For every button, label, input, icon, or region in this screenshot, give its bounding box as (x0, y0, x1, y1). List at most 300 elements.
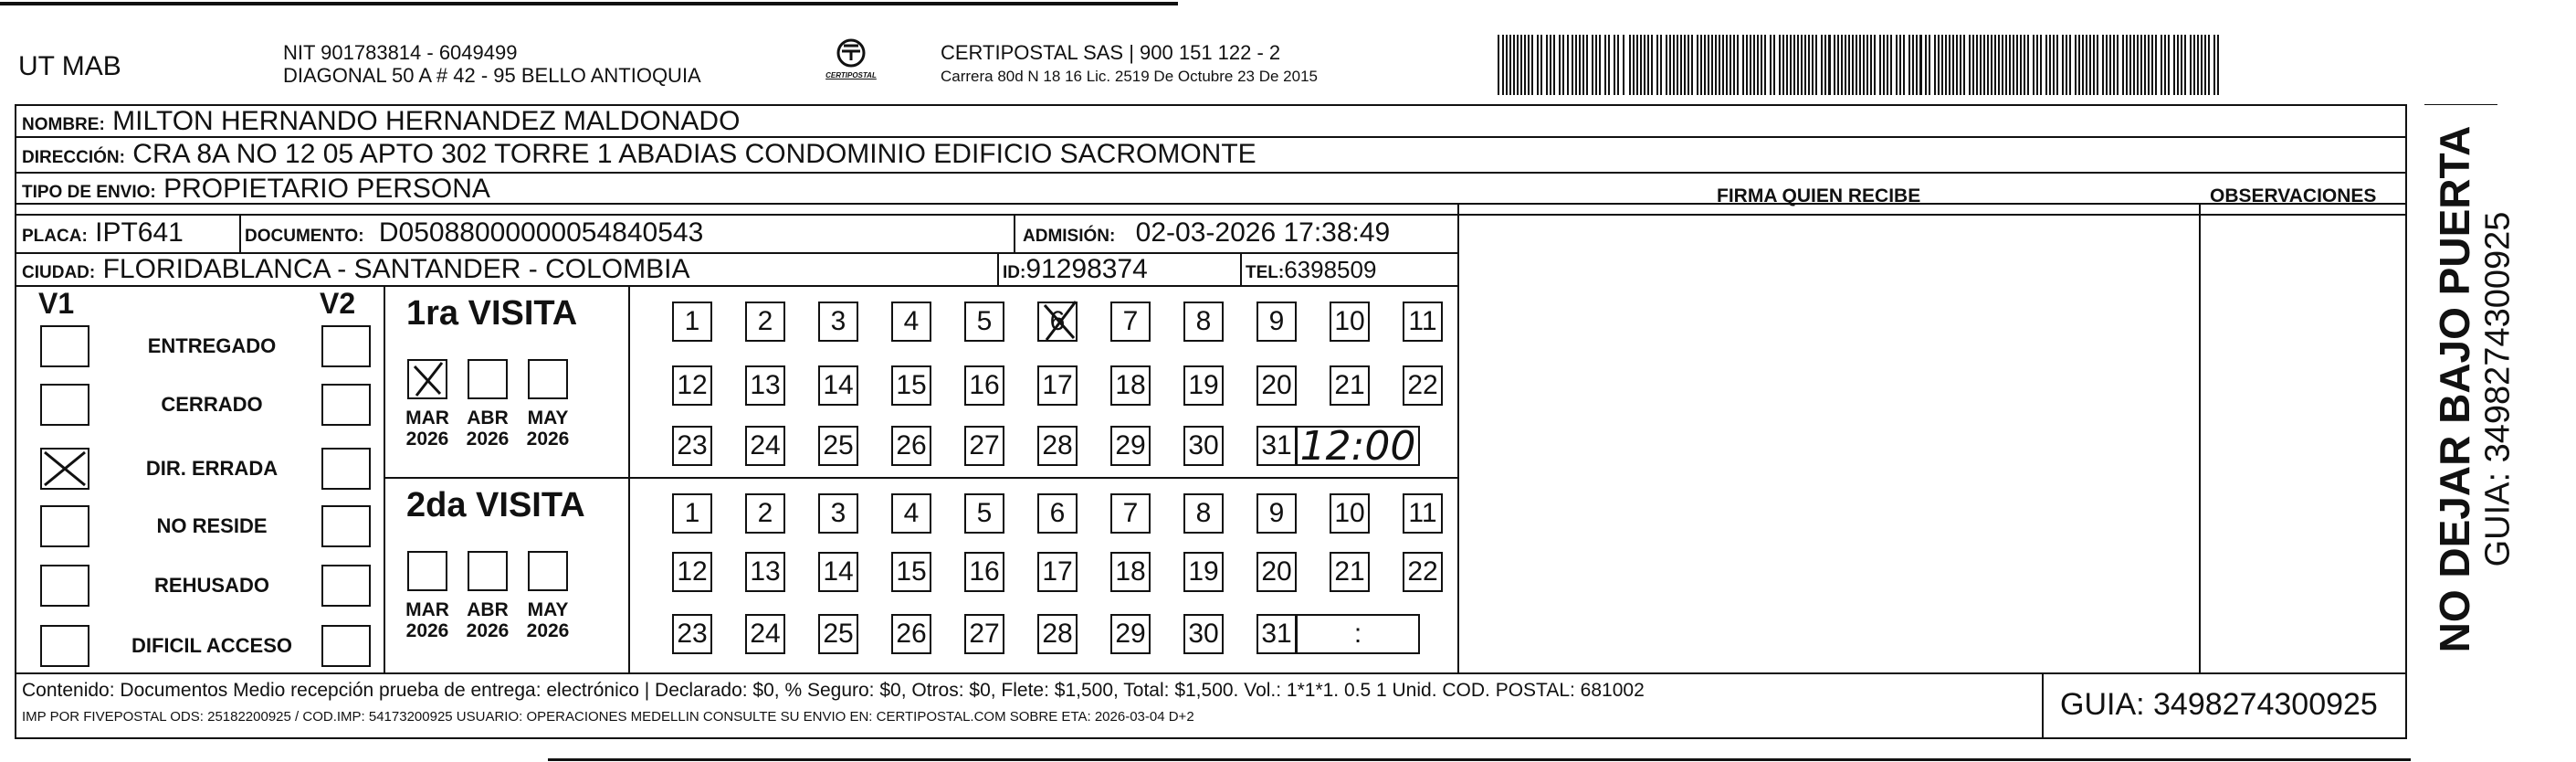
day-cell[interactable]: 12 (672, 365, 712, 406)
barcode-bar (1786, 35, 1788, 95)
direccion-label: DIRECCIÓN: (22, 148, 125, 167)
barcode-bar (2069, 35, 2071, 95)
day-cell[interactable]: 18 (1110, 552, 1151, 592)
barcode-bar (1575, 35, 1577, 95)
barcode-bar (1779, 35, 1781, 95)
barcode-bar (1945, 35, 1947, 95)
day-cell[interactable]: 10 (1330, 302, 1370, 342)
barcode-bar (2148, 35, 2150, 95)
month-checkbox[interactable] (468, 551, 508, 591)
barcode-bar (1963, 35, 1965, 95)
barcode-bar (2106, 35, 2108, 95)
barcode-bar (1773, 35, 1775, 95)
barcode (1498, 35, 2224, 95)
barcode-bar (2177, 35, 2179, 95)
day-cell[interactable]: 31 (1256, 614, 1297, 654)
observaciones-label: OBSERVACIONES (2210, 185, 2377, 206)
barcode-bar (2093, 35, 2095, 95)
placa-value: IPT641 (95, 217, 184, 248)
day-cell[interactable]: 20 (1256, 552, 1297, 592)
certipostal-logo (805, 35, 897, 91)
month-year: 2026 (466, 429, 510, 450)
v1-checkbox[interactable] (40, 384, 89, 426)
day-cell[interactable]: 7 (1110, 493, 1151, 534)
check-mark-icon (42, 450, 88, 488)
barcode-bar (1870, 35, 1872, 95)
barcode-bar (1960, 35, 1961, 95)
barcode-bar (2020, 35, 2022, 95)
barcode-bar (1562, 35, 1564, 95)
barcode-bar (1874, 35, 1876, 95)
barcode-bar (1599, 35, 1601, 95)
barcode-bar (2168, 35, 2170, 95)
barcode-bar (1896, 35, 1898, 95)
barcode-bar (2097, 35, 2098, 95)
v1-checkbox[interactable] (40, 565, 89, 607)
nombre-value: MILTON HERNANDO HERNANDEZ MALDONADO (112, 106, 741, 136)
col-line (997, 252, 999, 285)
day-cell[interactable]: 15 (891, 552, 931, 592)
barcode-bar (1623, 35, 1624, 95)
tipo-value: PROPIETARIO PERSONA (163, 174, 490, 204)
row-line (384, 477, 1457, 479)
barcode-bar (2109, 35, 2111, 95)
barcode-bar (1595, 35, 1597, 95)
barcode-bar (1991, 35, 1992, 95)
barcode-bar (1636, 35, 1638, 95)
certipostal-name: CERTIPOSTAL SAS | 900 151 122 - 2 (941, 41, 1281, 64)
month-checkbox[interactable] (528, 359, 568, 399)
barcode-bar (1987, 35, 1989, 95)
documento-label: DOCUMENTO: (245, 227, 364, 246)
v1-checkbox[interactable] (40, 325, 89, 367)
v2-checkbox[interactable] (321, 448, 371, 490)
barcode-bar (2040, 35, 2042, 95)
v2-checkbox[interactable] (321, 384, 371, 426)
day-cell[interactable]: 4 (891, 493, 931, 534)
contenido-text: Contenido: Documentos Medio recepción prueba de entrega: electrónico | Declarado: $0, % Seguro: $0, Otros: $0, Flete: $1,500, Total: $1,500. Vol.: 1*1*1. 0.5 1 Unid. COD. POSTAL: 681002 (22, 680, 1645, 701)
barcode-bar (1761, 35, 1762, 95)
day-cell[interactable]: 5 (964, 302, 1004, 342)
barcode-bar (1801, 35, 1803, 95)
status-label: DIFICIL ACCESO (131, 634, 292, 657)
barcode-bar (1608, 35, 1610, 95)
day-cell[interactable]: 12 (672, 552, 712, 592)
day-cell[interactable]: 13 (745, 365, 785, 406)
day-cell[interactable]: 23 (672, 426, 712, 466)
day-cell[interactable]: 27 (964, 614, 1004, 654)
day-cell[interactable]: 18 (1110, 365, 1151, 406)
barcode-bar (1980, 35, 1982, 95)
day-cell[interactable]: 29 (1110, 614, 1151, 654)
col-line (2042, 672, 2044, 739)
barcode-bar (1837, 35, 1839, 95)
day-cell[interactable]: 2 (745, 493, 785, 534)
barcode-bar (2181, 35, 2182, 95)
day-cell[interactable]: 22 (1403, 365, 1443, 406)
barcode-bar (1934, 35, 1936, 95)
barcode-bar (2113, 35, 2115, 95)
barcode-bar (1956, 35, 1958, 95)
barcode-bar (2056, 35, 2058, 95)
col-line (1457, 203, 1459, 672)
day-cell[interactable]: 6 (1037, 493, 1078, 534)
barcode-bar (1715, 35, 1717, 95)
barcode-bar (2086, 35, 2087, 95)
barcode-bar (1647, 35, 1649, 95)
barcode-bar (1730, 35, 1731, 95)
barcode-bar (1916, 35, 1918, 95)
barcode-bar (1998, 35, 2000, 95)
month-name: MAR (405, 407, 449, 429)
tipo-row (22, 175, 490, 206)
barcode-bar (1983, 35, 1985, 95)
barcode-bar (1929, 35, 1930, 95)
barcode-bar (1925, 35, 1927, 95)
nombre-label: NOMBRE: (22, 115, 105, 134)
day-cell[interactable]: 22 (1403, 552, 1443, 592)
barcode-bar (1660, 35, 1662, 95)
day-check-mark (1039, 300, 1079, 342)
barcode-bar (2193, 35, 2195, 95)
day-cell[interactable]: 14 (818, 365, 858, 406)
barcode-bar (1711, 35, 1713, 95)
direccion-value: CRA 8A NO 12 05 APTO 302 TORRE 1 ABADIAS CONDOMINIO EDIFICIO SACROMONTE (132, 139, 1256, 169)
month-name: ABR (467, 599, 509, 620)
barcode-bar (1941, 35, 1943, 95)
ciudad-value: FLORIDABLANCA - SANTANDER - COLOMBIA (102, 254, 690, 284)
barcode-bar (1688, 35, 1689, 95)
month-label (460, 599, 515, 641)
barcode-bar (2197, 35, 2199, 95)
v2-checkbox[interactable] (321, 505, 371, 547)
barcode-bar (2005, 35, 2007, 95)
barcode-bar (1629, 35, 1631, 95)
day-cell[interactable]: 21 (1330, 365, 1370, 406)
barcode-bar (1513, 35, 1515, 95)
barcode-bar (1887, 35, 1888, 95)
barcode-bar (2204, 35, 2206, 95)
barcode-bar (2117, 35, 2119, 95)
day-cell[interactable]: 11 (1403, 493, 1443, 534)
side-guia: GUIA: 3498274300925 (2478, 211, 2518, 567)
barcode-bar (1669, 35, 1671, 95)
v2-label: V2 (320, 287, 356, 320)
documento-value: D05088000000054840543 (378, 217, 704, 248)
tel-value: 6398509 (1284, 256, 1377, 283)
day-cell[interactable]: 14 (818, 552, 858, 592)
month-year: 2026 (405, 429, 449, 450)
barcode-bar (2066, 35, 2067, 95)
barcode-bar (2075, 35, 2077, 95)
barcode-bar (1938, 35, 1940, 95)
barcode-bar (2033, 35, 2035, 95)
day-cell[interactable]: 25 (818, 426, 858, 466)
month-label (460, 407, 515, 450)
barcode-bar (1546, 35, 1548, 95)
visit2-title: 2da VISITA (406, 486, 585, 524)
day-cell[interactable]: 16 (964, 552, 1004, 592)
status-label: NO RESIDE (156, 514, 268, 537)
v2-checkbox[interactable] (321, 565, 371, 607)
barcode-bar (1700, 35, 1702, 95)
barcode-bar (1666, 35, 1667, 95)
barcode-bar (1567, 35, 1569, 95)
day-cell[interactable]: 24 (745, 426, 785, 466)
barcode-bar (2184, 35, 2186, 95)
barcode-bar (1808, 35, 1810, 95)
day-cell[interactable]: 29 (1110, 426, 1151, 466)
day-cell[interactable]: 3 (818, 493, 858, 534)
barcode-bar (1804, 35, 1806, 95)
col-line (1014, 214, 1015, 252)
imp-text: IMP POR FIVEPOSTAL ODS: 25182200925 / COD.IMP: 54173200925 USUARIO: OPERACIONES MEDELLIN CONSULTE SU ENVIO EN: CERTIPOSTAL.COM SOBRE ETA: 2026-03-04 D+2 (22, 709, 1194, 725)
barcode-bar (1859, 35, 1861, 95)
barcode-bar (1863, 35, 1865, 95)
month-checkbox[interactable] (468, 359, 508, 399)
month-name: ABR (467, 407, 509, 429)
day-cell[interactable]: 8 (1183, 493, 1224, 534)
month-year: 2026 (405, 620, 449, 641)
day-cell[interactable]: 26 (891, 614, 931, 654)
barcode-bar (1517, 35, 1519, 95)
barcode-bar (1969, 35, 1971, 95)
v1-checkbox[interactable] (40, 505, 89, 547)
day-cell[interactable]: 9 (1256, 493, 1297, 534)
v2-checkbox[interactable] (321, 625, 371, 667)
v2-checkbox[interactable] (321, 325, 371, 367)
v1-label: V1 (38, 287, 75, 320)
day-cell[interactable]: 10 (1330, 493, 1370, 534)
barcode-bar (1848, 35, 1850, 95)
barcode-bar (1834, 35, 1835, 95)
month-checkbox[interactable] (528, 551, 568, 591)
month-name: MAY (527, 407, 569, 429)
col-line (2199, 203, 2201, 672)
row-line (15, 285, 1457, 287)
nombre-row (22, 106, 740, 137)
barcode-bar (1879, 35, 1881, 95)
barcode-bar (1704, 35, 1706, 95)
month-year: 2026 (466, 620, 510, 641)
barcode-bar (1815, 35, 1817, 95)
barcode-bar (1742, 35, 1744, 95)
check-mark-icon (1039, 300, 1079, 342)
day-cell[interactable]: 28 (1037, 614, 1078, 654)
tipo-label: TIPO DE ENVIO: (22, 183, 156, 202)
barcode-bar (1722, 35, 1724, 95)
day-cell[interactable]: 11 (1403, 302, 1443, 342)
col-line (1240, 252, 1242, 285)
barcode-bar (1582, 35, 1584, 95)
barcode-bar (2049, 35, 2051, 95)
day-cell[interactable]: 8 (1183, 302, 1224, 342)
day-cell[interactable]: 31 (1256, 426, 1297, 466)
barcode-bar (1994, 35, 1996, 95)
barcode-bar (2045, 35, 2047, 95)
barcode-bar (1770, 35, 1772, 95)
day-cell[interactable]: 13 (745, 552, 785, 592)
day-cell[interactable]: 19 (1183, 552, 1224, 592)
barcode-bar (2053, 35, 2055, 95)
time-field[interactable]: 12:00 (1296, 426, 1420, 466)
barcode-bar (1537, 35, 1539, 95)
day-cell[interactable]: 2 (745, 302, 785, 342)
month-label (520, 599, 575, 641)
barcode-bar (2126, 35, 2128, 95)
barcode-bar (1821, 35, 1823, 95)
status-label: ENTREGADO (147, 334, 277, 357)
day-cell[interactable]: 28 (1037, 426, 1078, 466)
id-value: 91298374 (1025, 254, 1148, 284)
top-border (0, 2, 1178, 5)
barcode-bar (1845, 35, 1846, 95)
admision-value: 02-03-2026 17:38:49 (1135, 217, 1391, 248)
barcode-bar (1972, 35, 1974, 95)
month-year: 2026 (526, 429, 570, 450)
day-cell[interactable]: 1 (672, 493, 712, 534)
barcode-bar (1540, 35, 1542, 95)
day-cell[interactable]: 7 (1110, 302, 1151, 342)
side-warning: NO DEJAR BAJO PUERTA (2431, 125, 2478, 653)
day-cell[interactable]: 30 (1183, 426, 1224, 466)
barcode-bar (2213, 35, 2215, 95)
barcode-bar (1520, 35, 1522, 95)
day-cell[interactable]: 30 (1183, 614, 1224, 654)
placa-row (22, 217, 184, 249)
col-line (384, 285, 385, 672)
barcode-bar (1883, 35, 1885, 95)
day-cell[interactable]: 24 (745, 614, 785, 654)
barcode-bar (1633, 35, 1635, 95)
tel-row (1246, 256, 1376, 284)
day-cell[interactable]: 25 (818, 614, 858, 654)
barcode-bar (1604, 35, 1606, 95)
day-cell[interactable]: 17 (1037, 552, 1078, 592)
time-field[interactable]: : (1296, 614, 1420, 654)
barcode-bar (1949, 35, 1950, 95)
month-checkbox[interactable] (407, 359, 447, 399)
day-cell[interactable]: 27 (964, 426, 1004, 466)
barcode-bar (1502, 35, 1504, 95)
barcode-bar (1812, 35, 1814, 95)
barcode-bar (1579, 35, 1581, 95)
barcode-bar (1856, 35, 1857, 95)
barcode-bar (1790, 35, 1792, 95)
admision-row (1023, 217, 1390, 249)
day-cell[interactable]: 19 (1183, 365, 1224, 406)
side-text (2418, 125, 2518, 653)
check-mark-icon (409, 361, 446, 397)
barcode-bar (1793, 35, 1795, 95)
barcode-bar (2133, 35, 2135, 95)
tel-label: TEL: (1246, 263, 1285, 282)
barcode-bar (2089, 35, 2091, 95)
barcode-bar (1697, 35, 1698, 95)
day-cell[interactable]: 4 (891, 302, 931, 342)
barcode-bar (1708, 35, 1709, 95)
barcode-bar (2137, 35, 2139, 95)
barcode-bar (1677, 35, 1678, 95)
day-cell[interactable]: 9 (1256, 302, 1297, 342)
barcode-bar (1852, 35, 1854, 95)
v1-checkbox[interactable] (40, 625, 89, 667)
barcode-bar (1691, 35, 1693, 95)
id-row (1003, 254, 1148, 285)
month-checkbox[interactable] (407, 551, 447, 591)
barcode-bar (1757, 35, 1759, 95)
barcode-bar (1550, 35, 1551, 95)
barcode-bar (1684, 35, 1686, 95)
day-cell[interactable]: 5 (964, 493, 1004, 534)
day-cell[interactable]: 23 (672, 614, 712, 654)
barcode-bar (2013, 35, 2014, 95)
barcode-bar (1753, 35, 1755, 95)
barcode-bar (1919, 35, 1922, 95)
barcode-bar (1559, 35, 1561, 95)
documento-row (245, 217, 703, 249)
day-cell[interactable]: 20 (1256, 365, 1297, 406)
day-cell[interactable]: 16 (964, 365, 1004, 406)
logo-text: CERTIPOSTAL (825, 71, 877, 79)
barcode-bar (1733, 35, 1735, 95)
barcode-bar (1644, 35, 1645, 95)
barcode-bar (1824, 35, 1826, 95)
barcode-bar (1673, 35, 1675, 95)
barcode-bar (1553, 35, 1555, 95)
barcode-bar (1841, 35, 1843, 95)
v1-checkbox[interactable] (40, 448, 89, 490)
barcode-bar (1797, 35, 1799, 95)
barcode-bar (2190, 35, 2192, 95)
barcode-bar (2027, 35, 2029, 95)
id-label: ID: (1003, 263, 1026, 282)
barcode-bar (2036, 35, 2038, 95)
barcode-bar (1528, 35, 1530, 95)
admision-label: ADMISIÓN: (1023, 227, 1116, 246)
day-cell[interactable]: 26 (891, 426, 931, 466)
barcode-bar (1899, 35, 1901, 95)
month-year: 2026 (526, 620, 570, 641)
barcode-bar (1782, 35, 1784, 95)
barcode-bar (1680, 35, 1682, 95)
status-label: CERRADO (161, 393, 263, 416)
day-cell[interactable]: 1 (672, 302, 712, 342)
nit-text: NIT 901783814 - 6049499 (283, 41, 518, 64)
barcode-bar (2151, 35, 2153, 95)
day-cell[interactable]: 15 (891, 365, 931, 406)
barcode-bar (2140, 35, 2142, 95)
barcode-bar (2122, 35, 2124, 95)
col-line (239, 214, 241, 252)
barcode-bar (1828, 35, 1831, 95)
month-name: MAY (527, 599, 569, 620)
barcode-bar (2217, 35, 2219, 95)
barcode-bar (1531, 35, 1533, 95)
barcode-bar (1586, 35, 1588, 95)
barcode-bar (1524, 35, 1526, 95)
side-rule (2424, 104, 2497, 105)
day-cell[interactable]: 6 (1037, 302, 1078, 342)
day-cell[interactable]: 21 (1330, 552, 1370, 592)
footer-guia: GUIA: 3498274300925 (2060, 687, 2378, 722)
barcode-bar (2201, 35, 2203, 95)
barcode-bar (2144, 35, 2146, 95)
barcode-bar (1509, 35, 1511, 95)
day-cell[interactable]: 3 (818, 302, 858, 342)
day-cell[interactable]: 17 (1037, 365, 1078, 406)
barcode-bar (2078, 35, 2080, 95)
